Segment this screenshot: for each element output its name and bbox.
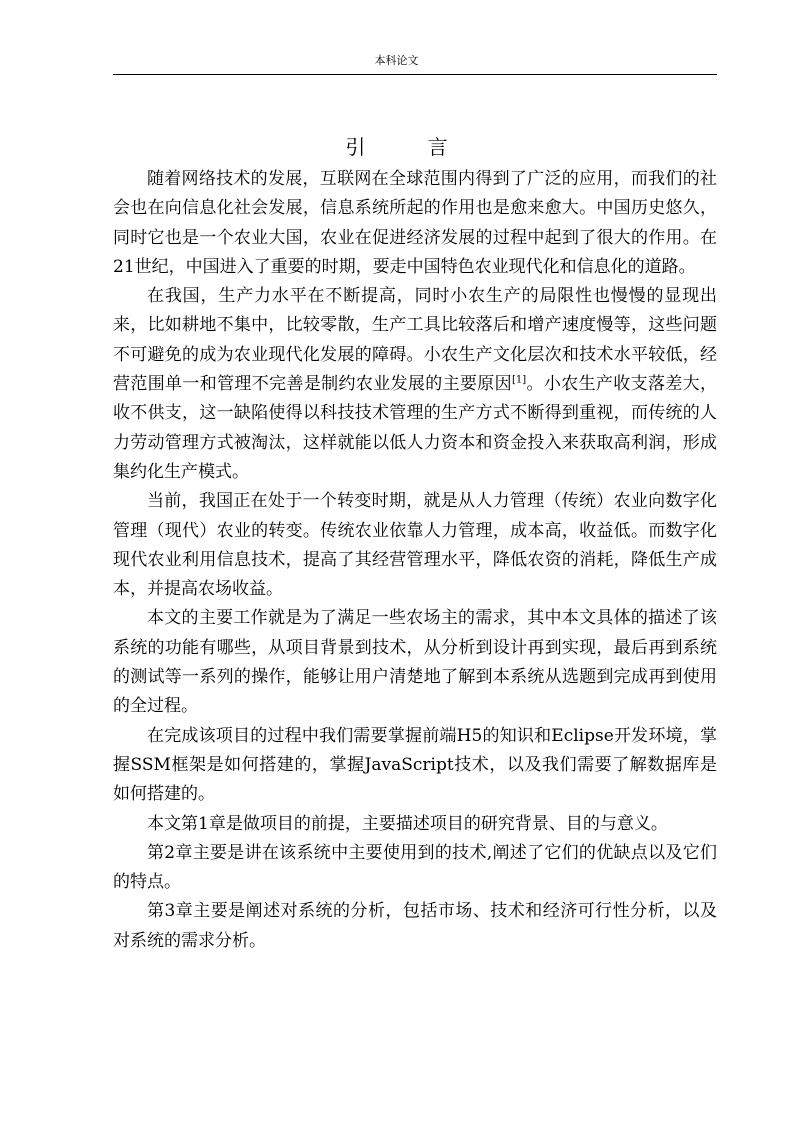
body-text (113, 165, 717, 956)
citation-marker: [1] (512, 374, 527, 386)
paragraph-3: 当前，我国正在处于一个转变时期，就是从人力管理（传统）农业向数字化管理（现代）农业的转变。传统农业依靠人力管理，成本高，收益低。而数字化现代农业利用信息技术，提高了其经营管理水平，降低农资的消耗，降低生产成本，并提高农场收益。 (113, 491, 717, 600)
paragraph-7: 第2章主要是讲在该系统中主要使用到的技术,阐述了它们的优缺点以及它们的特点。 (113, 842, 717, 893)
paragraph-2-part-2: 。小农生产收支落差大，收不供支，这一缺陷使得以科技技术管理的生产方式不断得到重视，而传统的人力劳动管理方式被淘汰，这样就能以低人力资本和资金投入来获取高利润，形成集约化生产模式。 (113, 374, 718, 482)
section-title: 引 言 (345, 135, 476, 159)
paragraph-5: 在完成该项目的过程中我们需要掌握前端H5的知识和Eclipse开发环境，掌握SSM框架是如何搭建的，掌握JavaScript技术，以及我们需要了解数据库是如何搭建的。 (113, 725, 717, 805)
running-header: 本科论文 (374, 54, 419, 67)
paragraph-4: 本文的主要工作就是为了满足一些农场主的需求，其中本文具体的描述了该系统的功能有哪些，从项目背景到技术，从分析到设计再到实现，最后再到系统的测试等一系列的操作，能够让用户清楚地了解到本系统从选题到完成再到使用的全过程。 (113, 608, 717, 717)
paragraph-1: 随着网络技术的发展，互联网在全球范围内得到了广泛的应用，而我们的社会也在向信息化社会发展，信息系统所起的作用也是愈来愈大。中国历史悠久，同时它也是一个农业大国，农业在促进经济发展的过程中起到了很大的作用。在21世纪，中国进入了重要的时期，要走中国特色农业现代化和信息化的道路。 (113, 169, 717, 277)
paragraph-2-part-1: 在我国，生产力水平在不断提高，同时小农生产的局限性也慢慢的显现出来，比如耕地不集中，比较零散，生产工具比较落后和增产速度慢等，这些问题不可避免的成为农业现代化发展的障碍。小农生产文化层次和技术水平较低，经营范围单一和管理不完善是制约农业发展的主要原因 (113, 286, 717, 395)
header-divider (113, 74, 717, 75)
paragraph-8: 第3章主要是阐述对系统的分析，包括市场、技术和经济可行性分析，以及对系统的需求分析。 (113, 901, 717, 951)
paragraph-6: 本文第1章是做项目的前提，主要描述项目的研究背景、目的与意义。 (147, 813, 668, 834)
paragraph-2 (113, 282, 717, 487)
